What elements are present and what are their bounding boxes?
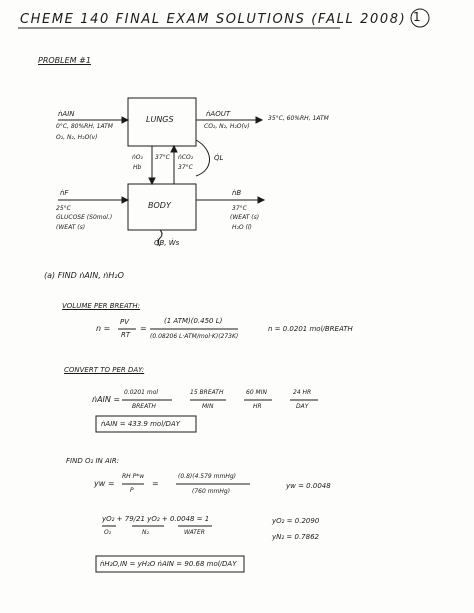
q-lungs-label: Q̇L bbox=[214, 154, 224, 162]
eq3-lhs: yw = bbox=[94, 479, 115, 488]
eq2-num4: 24 HR bbox=[293, 389, 312, 396]
co2-temp: 37°C bbox=[178, 164, 193, 171]
n-f-label: ṅF bbox=[60, 189, 69, 197]
q-body-label: Q̇B, Ẇs bbox=[154, 239, 180, 247]
eq4-result-o2: yO₂ = 0.2090 bbox=[272, 517, 320, 525]
eq2-num2: 15 BREATH bbox=[190, 389, 224, 396]
food-phase: (WEAT (s) bbox=[56, 224, 86, 231]
volume-heading: VOLUME PER BREATH: bbox=[62, 302, 141, 310]
n-o2-label: ṅO₂ bbox=[132, 154, 143, 161]
eq4-sub-o2: O₂ bbox=[104, 529, 112, 536]
eq2-den4: DAY bbox=[296, 403, 309, 410]
eq3-num: (0.8)(4.579 mmHg) bbox=[178, 473, 236, 480]
part-a-label: (a) FIND ṅAIN, ṅH₂O bbox=[44, 271, 124, 280]
find-o2-heading: FIND O₂ IN AIR: bbox=[66, 457, 120, 465]
page-title: CHEME 140 FINAL EXAM SOLUTIONS (FALL 2008) bbox=[20, 12, 407, 27]
page-number-circle bbox=[411, 9, 429, 27]
eq3-den: (760 mmHg) bbox=[192, 488, 231, 495]
food-species: GLUCOSE (S0mol.) bbox=[56, 214, 113, 221]
waste-temp: 37°C bbox=[232, 205, 247, 212]
air-in-species: O₂, N₂, H₂O(v) bbox=[56, 134, 98, 141]
n-co2-label: ṅCO₂ bbox=[178, 154, 194, 161]
eq1-frac-top: PV bbox=[120, 318, 130, 326]
eq3-frac-bot: P bbox=[130, 487, 134, 494]
eq1-num: (1 ATM)(0.450 L) bbox=[164, 317, 223, 325]
eq1-result: n = 0.0201 mol/BREATH bbox=[268, 325, 353, 333]
waste-water: H₂O (l) bbox=[232, 224, 252, 231]
body-label: BODY bbox=[148, 201, 171, 210]
eq2-den2: MIN bbox=[202, 403, 214, 410]
eq4-sub-water: WATER bbox=[184, 529, 205, 536]
n-ain-label: ṅAIN bbox=[58, 110, 75, 118]
eq1-eq: = bbox=[140, 324, 147, 333]
hb-label: Hb bbox=[133, 164, 142, 171]
eq1-den: (0.08206 L·ATM/mol·K)(273K) bbox=[150, 333, 239, 340]
eq5-result: ṅH₂O,IN = yH₂O ṅAIN = 90.68 mol/DAY bbox=[100, 560, 237, 568]
eq1-lhs: n = bbox=[96, 324, 111, 333]
page-number: 1 bbox=[413, 10, 421, 24]
n-aout-label: ṅAOUT bbox=[206, 110, 231, 118]
eq2-num3: 60 MIN bbox=[246, 389, 267, 396]
heat-lungs-arc bbox=[196, 140, 210, 176]
lungs-label: LUNGS bbox=[146, 115, 174, 124]
eq2-num1: 0.0201 mol bbox=[124, 389, 159, 396]
eq1-frac-bot: RT bbox=[121, 331, 131, 339]
eq4-result-n2: yN₂ = 0.7862 bbox=[272, 533, 319, 541]
problem-label: PROBLEM #1 bbox=[38, 56, 91, 65]
air-in-conditions: 0°C, 80%RH, 1ATM bbox=[56, 123, 113, 130]
food-temp: 25°C bbox=[56, 205, 71, 212]
eq3-result: yw = 0.0048 bbox=[286, 482, 331, 490]
o2-temp: 37°C bbox=[155, 154, 170, 161]
eq2-den3: HR bbox=[253, 403, 262, 410]
eq4: yO₂ + 79/21 yO₂ + 0.0048 = 1 bbox=[102, 515, 210, 523]
air-out-conditions: 35°C, 60%RH, 1ATM bbox=[268, 115, 329, 122]
eq3-frac-top: RH P*w bbox=[122, 473, 145, 480]
convert-heading: CONVERT TO PER DAY: bbox=[64, 366, 145, 374]
eq2-result: ṅAIN = 433.9 mol/DAY bbox=[101, 420, 180, 428]
eq2-lhs: ṅAIN = bbox=[92, 395, 121, 404]
air-out-species: CO₂, N₂, H₂O(v) bbox=[204, 123, 250, 130]
waste-species: (WEAT (s) bbox=[230, 214, 260, 221]
eq3-eq: = bbox=[152, 479, 159, 488]
eq2-den1: BREATH bbox=[132, 403, 156, 410]
n-b-label: ṅB bbox=[232, 189, 242, 197]
eq4-sub-n2: N₂ bbox=[142, 529, 149, 536]
